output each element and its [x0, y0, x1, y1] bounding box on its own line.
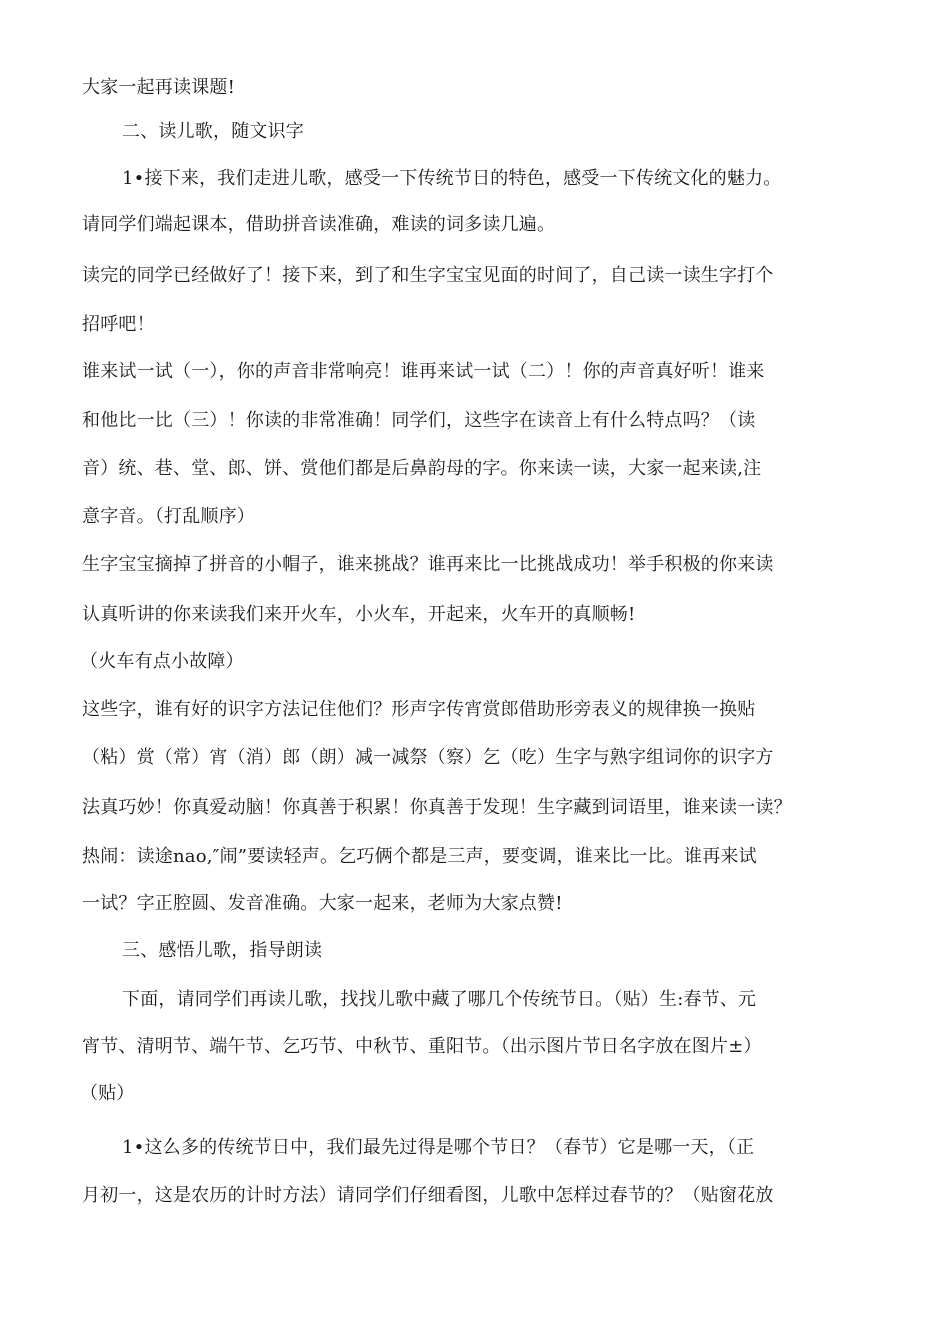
text-line: 热闹：读途nao,″闹”要读轻声。乞巧俩个都是三声，要变调，谁来比一比。谁再来试 — [82, 846, 757, 867]
text-line: 音）统、巷、堂、郎、饼、赏他们都是后鼻韵母的字。你来读一读，大家一起来读,注 — [82, 458, 762, 479]
text-line: 招呼吧！ — [82, 314, 155, 335]
text-line: 1•接下来，我们走进儿歌，感受一下传统节日的特色，感受一下传统文化的魅力。 — [122, 168, 782, 189]
text-line: 大家一起再读课题! — [82, 77, 236, 98]
text-line: 月初一，这是农历的计时方法）请同学们仔细看图，儿歌中怎样过春节的？（贴窗花放 — [82, 1185, 774, 1206]
section-heading: 三、感悟儿歌，指导朗读 — [122, 940, 323, 961]
text-line: 认真听讲的你来读我们来开火车，小火车，开起来，火车开的真顺畅! — [82, 604, 636, 625]
text-line: 意字音。（打乱顺序） — [82, 506, 255, 527]
text-line: （粘）赏（常）宵（消）郎（朗）减一减祭（察）乞（吃）生字与熟字组词你的识字方 — [82, 747, 774, 768]
text-line: 一试？字正腔圆、发音准确。大家一起来，老师为大家点赞! — [82, 893, 563, 914]
text-line: 法真巧妙！你真爱动脑！你真善于积累！你真善于发现！生字藏到词语里，谁来读一读？ — [82, 797, 792, 818]
text-line: 1•这么多的传统节日中，我们最先过得是哪个节日？（春节）它是哪一天，（正 — [122, 1137, 755, 1158]
text-line: （火车有点小故障） — [80, 651, 244, 672]
text-line: 生字宝宝摘掉了拼音的小帽子，谁来挑战？谁再来比一比挑战成功！举手积极的你来读 — [82, 554, 774, 575]
text-line: 谁来试一试（一），你的声音非常响亮！谁再来试一试（二）！你的声音真好听！谁来 — [82, 361, 765, 382]
text-line: 宵节、清明节、端午节、乞巧节、中秋节、重阳节。（出示图片节日名字放在图片±） — [82, 1036, 762, 1057]
text-line: 读完的同学已经做好了！接下来，到了和生字宝宝见面的时间了，自己读一读生字打个 — [82, 265, 774, 286]
text-line: 下面，请同学们再读儿歌，找找儿歌中藏了哪几个传统节日。（贴）生:春节、元 — [122, 989, 757, 1010]
text-line: 和他比一比（三）！你读的非常准确！同学们，这些字在读音上有什么特点吗？（读 — [82, 410, 756, 431]
text-line: 这些字，谁有好的识字方法记住他们？形声字传宵赏郎借助形旁表义的规律换一换贴 — [82, 699, 756, 720]
text-line: （贴） — [80, 1083, 135, 1104]
section-heading: 二、读儿歌，随文识字 — [122, 121, 304, 142]
text-line: 请同学们端起课本，借助拼音读准确，难读的词多读几遍。 — [82, 214, 556, 235]
